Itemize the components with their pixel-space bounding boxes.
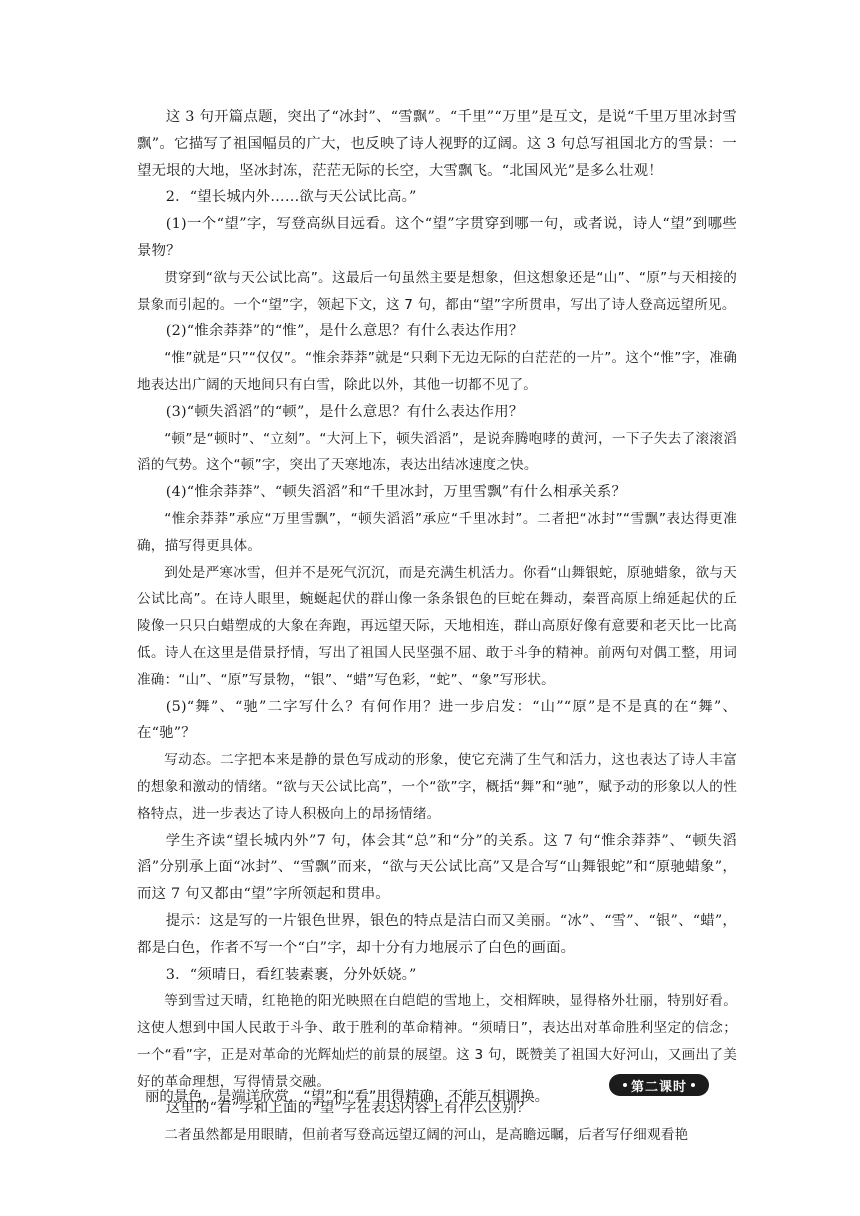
paragraph: “顿”是“顿时”、“立刻”。“大河上下，顿失滔滔”，是说奔腾咆哮的黄河，一下子失去了滚滚滔滔的气势。这个“顿”字，突出了天寒地冻，表达出结冰速度之快。 [137, 430, 737, 474]
paragraph: (4)“惟余莽莽”、“顿失滔滔”和“千里冰封，万里雪飘”有什么相承关系？ [165, 484, 627, 501]
paragraph: 学生齐读“望长城内外”7 句，体会其“总”和“分”的关系。这 7 句“惟余莽莽”、“顿失滔滔”分别承上面“冰封”、“雪飘”而来，“欲与天公试比高”又是合写“山舞银蛇”和“原驰蜡象”，而这 7 句又都由“望”字所领起和贯串。 [137, 832, 737, 903]
paragraph: 等到雪过天晴，红艳艳的阳光映照在白皑皑的雪地上，交相辉映，显得格外壮丽，特别好看。这使人想到中国人民敢于斗争、敢于胜利的革命精神。“须晴日”，表达出对革命胜利坚定的信念；一个“看”字，正是对革命的光辉灿烂的前景的展望。这 3 句，既赞美了祖国大好河山，又画出了美好的革命理想，写得情景交融。 [137, 993, 737, 1090]
section-badge-label: 第二课时 [630, 1079, 687, 1095]
paragraph: 提示：这是写的一片银色世界，银色的特点是洁白而又美丽。“冰”、“雪”、“银”、“蜡”，都是白色，作者不写一个“白”字，却十分有力地展示了白色的画面。 [137, 912, 737, 956]
paragraph: 二者虽然都是用眼睛，但前者写登高远望辽阔的河山，是高瞻远瞩，后者写仔细观看艳 [164, 1127, 689, 1144]
paragraph: 贯穿到“欲与天公试比高”。这最后一句虽然主要是想象，但这想象还是“山”、“原”与天相接的景象而引起的。一个“望”字，领起下文，这 7 句，都由“望”字所贯串，写出了诗人登高远望所见。 [137, 269, 737, 313]
section-badge [609, 1074, 709, 1096]
paragraph: “惟余莽莽”承应“万里雪飘”，“顿失滔滔”承应“千里冰封”。二者把“冰封”“雪飘”表达得更准确，描写得更具体。 [137, 510, 737, 554]
paragraph: 这 3 句开篇点题，突出了“冰封”、“雪飘”。“千里”“万里”是互文，是说“千里万里冰封雪飘”。它描写了祖国幅员的广大，也反映了诗人视野的辽阔。这 3 句总写祖国北方的雪景：一望无垠的大地，坚冰封冻，茫茫无际的长空，大雪飘飞。“北国风光”是多么壮观！ [137, 109, 737, 179]
paragraph: (2)“惟余莽莽”的“惟”，是什么意思？有什么表达作用？ [165, 323, 524, 340]
paragraph: 到处是严寒冰雪，但并不是死气沉沉，而是充满生机活力。你看“山舞银蛇，原驰蜡象，欲与天公试比高”。在诗人眼里，蜿蜒起伏的群山像一条条银色的巨蛇在舞动，秦晋高原上绵延起伏的丘陵像一只只白蜡塑成的大象在奔跑，再远望天际，天地相连，群山高原好像有意要和老天比一比高低。诗人在这里是借景抒情，写出了祖国人民坚强不屈、敢于斗争的精神。前两句对偶工整，用词准确：“山”、“原”写景物，“银”、“蜡”写色彩，“蛇”、“象”写形状。 [137, 564, 737, 688]
paragraph: 这里的“看”字和上面的“望”字在表达内容上有什么区别？ [165, 1100, 532, 1117]
paragraph: (1)一个“望”字，写登高纵目远看。这个“望”字贯穿到哪一句，或者说，诗人“望”到哪些景物？ [137, 216, 737, 259]
paragraph: (5)“舞”、“驰”二字写什么？有何作用？进一步启发：“山”“原”是不是真的在“舞”、在“驰”？ [137, 698, 737, 742]
paragraph: 2．“望长城内外……欲与天公试比高。” [165, 189, 417, 206]
paragraph: “惟”就是“只”“仅仅”。“惟余莽莽”就是“只剩下无边无际的白茫茫的一片”。这个“惟”字，准确地表达出广阔的天地间只有白雪，除此以外，其他一切都不见了。 [137, 350, 737, 393]
continuation-line: 丽的景色，是端详欣赏，“望”和“看”用得精确，不能互相调换。 [145, 1089, 549, 1105]
paragraph: 3．“须晴日，看红装素裹，分外妖娆。” [165, 966, 417, 983]
paragraph: 写动态。二字把本来是静的景色写成动的形象，使它充满了生气和活力，这也表达了诗人丰富的想象和激动的情绪。“欲与天公试比高”，一个“欲”字，概括“舞”和“驰”，赋予动的形象以人的性格特点，进一步表达了诗人积极向上的昂扬情绪。 [137, 752, 737, 822]
paragraph: (3)“顿失滔滔”的“顿”，是什么意思？有什么表达作用？ [165, 403, 524, 420]
document-body [137, 104, 737, 1149]
